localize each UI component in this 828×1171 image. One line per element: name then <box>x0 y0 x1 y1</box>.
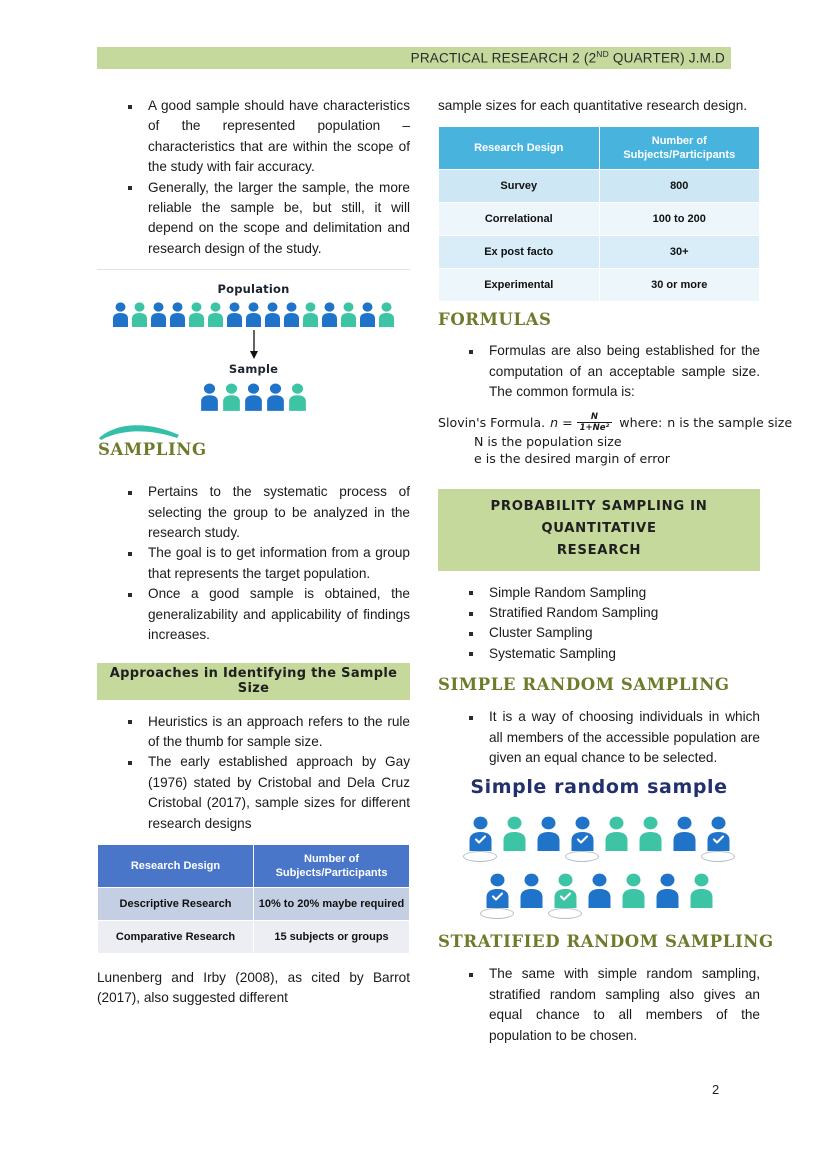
cell-research-design: Ex post facto <box>439 236 600 269</box>
cell-research-design: Descriptive Research <box>98 887 254 920</box>
right-research-design-table <box>438 126 760 302</box>
left-closing-paragraph: Lunenberg and Irby (2008), as cited by Barrot (2017), also suggested different <box>97 969 410 1006</box>
person-slot <box>604 816 629 857</box>
table-row <box>98 920 410 953</box>
formula-equals: = <box>562 414 573 430</box>
person-icon <box>689 873 714 909</box>
person-icon <box>519 873 544 909</box>
person-icon <box>188 302 205 328</box>
person-icon <box>302 302 319 328</box>
person-icon <box>131 302 148 328</box>
header-line-2: Subjects/Participants <box>275 866 388 879</box>
person-icon <box>207 302 224 328</box>
formula-main-line <box>438 411 793 433</box>
list-item: The same with simple random sampling, stratified random sampling also gives an equal chance to all members of the population to be chosen. <box>438 964 760 1046</box>
header-line-1: Number of <box>304 852 359 865</box>
person-icon <box>655 873 680 909</box>
stratified-random-sampling-heading: STRATIFIED RANDOM SAMPLING <box>438 932 774 952</box>
formula-label: Slovin's Formula. <box>438 414 546 430</box>
cell-number-of-subjects: 10% to 20% maybe required <box>254 887 410 920</box>
person-icon <box>245 302 262 328</box>
person-icon <box>150 302 167 328</box>
cell-number-of-subjects: 100 to 200 <box>599 203 760 236</box>
sample-people-row <box>97 383 410 412</box>
simple-random-sampling-heading: SIMPLE RANDOM SAMPLING <box>438 675 730 695</box>
table-row <box>439 269 760 302</box>
sampling-heading-group <box>97 418 410 468</box>
population-label: Population <box>217 282 290 297</box>
slovins-formula-block <box>438 411 793 467</box>
person-slot <box>536 816 561 857</box>
person-slot <box>502 816 527 857</box>
person-slot <box>553 873 578 914</box>
person-icon <box>244 383 263 412</box>
person-slot <box>570 816 595 857</box>
section-divider <box>97 269 410 270</box>
column-header-number-of-subjects <box>599 127 760 170</box>
person-icon <box>321 302 338 328</box>
formula-denominator: 1+Ne² <box>577 422 613 433</box>
highlight-ring-icon <box>480 908 514 919</box>
probability-box-line-2: RESEARCH <box>556 542 642 558</box>
person-icon <box>359 302 376 328</box>
left-research-design-table <box>97 844 410 954</box>
person-slot <box>655 873 680 914</box>
person-slot <box>689 873 714 914</box>
right-intro-paragraph: sample sizes for each quantitative research design. <box>438 98 748 113</box>
list-item: Heuristics is an approach refers to the rule of the thumb for sample size. <box>97 712 410 753</box>
table-row <box>439 203 760 236</box>
approaches-bullet-list <box>97 712 410 834</box>
page-header-title <box>411 49 725 66</box>
highlight-ring-icon <box>701 851 735 862</box>
population-people-row <box>97 302 410 328</box>
highlight-ring-icon <box>463 851 497 862</box>
cell-research-design: Correlational <box>439 203 600 236</box>
person-icon <box>200 383 219 412</box>
srs-people-row-1 <box>438 816 760 857</box>
table-header-row <box>98 844 410 887</box>
list-item: Simple Random Sampling <box>438 583 760 603</box>
person-slot <box>519 873 544 914</box>
header-title-superscript: ND <box>596 49 609 59</box>
formula-numerator: N <box>590 411 599 422</box>
column-header-research-design: Research Design <box>439 127 600 170</box>
formula-definition-n: n is the sample size <box>667 414 793 430</box>
list-item: Cluster Sampling <box>438 623 760 643</box>
person-slot <box>485 873 510 914</box>
column-header-number-of-subjects <box>254 844 410 887</box>
header-line-1: Number of <box>651 135 707 148</box>
table-row <box>439 236 760 269</box>
stratified-bullet-list <box>438 964 760 1046</box>
cell-number-of-subjects: 800 <box>599 170 760 203</box>
arrow-down-icon <box>97 328 410 362</box>
left-column <box>97 96 410 1009</box>
person-icon <box>283 302 300 328</box>
list-item: Formulas are also being established for the computation of an acceptable sample size. The common formula is: <box>438 341 760 402</box>
person-icon <box>266 383 285 412</box>
cell-number-of-subjects: 30 or more <box>599 269 760 302</box>
cell-number-of-subjects: 15 subjects or groups <box>254 920 410 953</box>
probability-sampling-list <box>438 583 760 665</box>
person-icon <box>536 816 561 852</box>
right-column <box>438 96 793 1046</box>
page-number: 2 <box>712 1082 720 1097</box>
formula-definition-N: N is the population size <box>474 433 622 449</box>
person-icon <box>502 816 527 852</box>
list-item: The early established approach by Gay (1976) stated by Cristobal and Dela Cruz Cristobal (2017), sample sizes for different research designs <box>97 752 410 834</box>
page-header-banner <box>97 47 731 69</box>
list-item: Once a good sample is obtained, the generalizability and applicability of findings increases. <box>97 584 410 645</box>
person-icon <box>553 873 578 909</box>
person-slot <box>587 873 612 914</box>
person-icon <box>672 816 697 852</box>
sampling-bullet-list <box>97 482 410 645</box>
formula-fraction <box>577 412 613 433</box>
list-item: Stratified Random Sampling <box>438 603 760 623</box>
formulas-heading: FORMULAS <box>438 310 552 330</box>
person-icon <box>340 302 357 328</box>
column-header-research-design: Research Design <box>98 844 254 887</box>
person-icon <box>485 873 510 909</box>
cell-number-of-subjects: 30+ <box>599 236 760 269</box>
person-icon <box>264 302 281 328</box>
swoosh-decoration-icon <box>97 418 181 442</box>
person-icon <box>169 302 186 328</box>
list-item: Generally, the larger the sample, the more reliable the sample be, but still, it will depend on the scope and delimitation and research design of the study. <box>97 178 410 260</box>
cell-research-design: Experimental <box>439 269 600 302</box>
cell-research-design: Survey <box>439 170 600 203</box>
person-slot <box>672 816 697 857</box>
list-item: The goal is to get information from a group that represents the target population. <box>97 543 410 584</box>
list-item: A good sample should have characteristics of the represented population – characteristics that are within the scope of the study with fair accuracy. <box>97 96 410 178</box>
person-slot <box>468 816 493 857</box>
person-icon <box>222 383 241 412</box>
header-title-main: PRACTICAL RESEARCH 2 (2 <box>410 50 597 66</box>
table-row <box>98 887 410 920</box>
simple-random-bullet-list <box>438 707 760 768</box>
simple-random-sample-caption: Simple random sample <box>470 776 728 799</box>
list-item: Pertains to the systematic process of selecting the group to be analyzed in the research study. <box>97 482 410 543</box>
person-icon <box>226 302 243 328</box>
person-slot <box>706 816 731 857</box>
probability-sampling-section-box <box>438 489 760 571</box>
formula-definition-e: e is the desired margin of error <box>474 450 670 466</box>
header-title-tail: QUARTER) J.M.D <box>608 50 725 66</box>
person-slot <box>638 816 663 857</box>
probability-box-line-1: PROBABILITY SAMPLING IN QUANTITATIVE <box>490 498 708 536</box>
person-icon <box>587 873 612 909</box>
srs-people-row-2 <box>438 873 760 914</box>
left-top-bullet-list <box>97 96 410 259</box>
list-item: It is a way of choosing individuals in which all members of the accessible population are given an equal chance to be selected. <box>438 707 760 768</box>
person-icon <box>288 383 307 412</box>
list-item: Systematic Sampling <box>438 644 760 664</box>
person-icon <box>468 816 493 852</box>
approaches-section-box: Approaches in Identifying the Sample Size <box>97 663 410 700</box>
cell-research-design: Comparative Research <box>98 920 254 953</box>
header-line-2: Subjects/Participants <box>623 149 736 162</box>
highlight-ring-icon <box>565 851 599 862</box>
population-sample-figure <box>97 282 410 412</box>
highlight-ring-icon <box>548 908 582 919</box>
formula-lhs: n <box>550 414 559 430</box>
person-icon <box>112 302 129 328</box>
person-icon <box>638 816 663 852</box>
table-header-row <box>439 127 760 170</box>
formula-where-label: where: <box>619 414 663 430</box>
person-icon <box>604 816 629 852</box>
person-icon <box>378 302 395 328</box>
sampling-heading: SAMPLING <box>98 440 207 460</box>
person-slot <box>621 873 646 914</box>
person-icon <box>570 816 595 852</box>
formulas-bullet-list <box>438 341 760 402</box>
table-row <box>439 170 760 203</box>
person-icon <box>706 816 731 852</box>
simple-random-sample-figure <box>438 816 760 914</box>
person-icon <box>621 873 646 909</box>
sample-label: Sample <box>228 362 279 377</box>
